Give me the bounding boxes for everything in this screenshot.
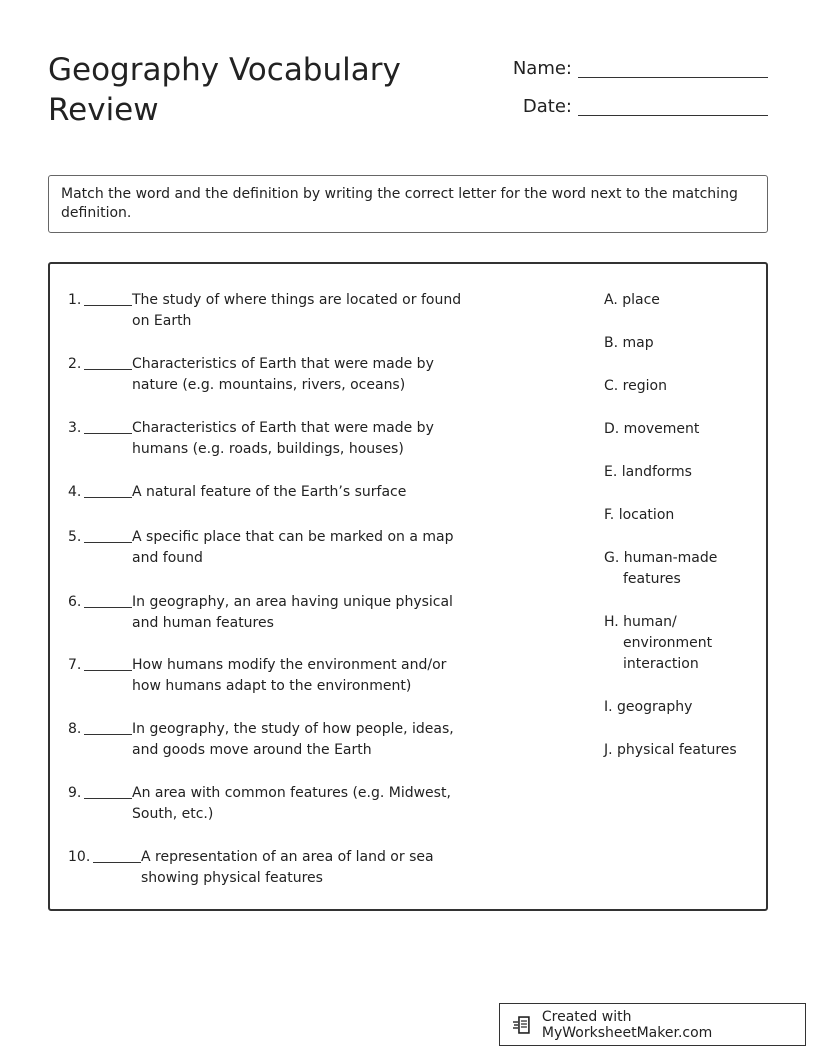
question-definition (132, 290, 462, 332)
question-definition (132, 783, 462, 825)
question-number: 1. (68, 292, 82, 308)
answer-option (604, 612, 754, 675)
question-definition (132, 527, 462, 569)
definition-line: Characteristics of Earth that were made by (132, 420, 434, 436)
name-line[interactable] (578, 57, 768, 78)
question-number: 6. (68, 594, 82, 610)
answer-option (604, 376, 754, 397)
instructions-box: Match the word and the definition by writing the correct letter for the word next to the matching definition. (48, 175, 768, 233)
question-number: 4. (68, 484, 82, 500)
title-line-2: Review (48, 92, 159, 128)
question-definition (132, 592, 462, 634)
question-definition (132, 655, 462, 697)
worksheet-title (48, 50, 468, 130)
question-number: 3. (68, 420, 82, 436)
answer-blank[interactable] (84, 670, 132, 671)
answer-line: interaction (623, 656, 699, 672)
name-label: Name: (512, 58, 572, 79)
answer-option (604, 548, 754, 590)
definition-line: A specific place that can be marked on a map (132, 529, 454, 545)
definition-line: In geography, the study of how people, ideas, (132, 721, 454, 737)
definition-line: on Earth (132, 313, 192, 329)
answer-blank[interactable] (84, 305, 132, 306)
question-number: 7. (68, 657, 82, 673)
name-field[interactable] (492, 50, 768, 80)
answer-blank[interactable] (93, 862, 141, 863)
answer-blank[interactable] (84, 542, 132, 543)
date-line[interactable] (578, 95, 768, 116)
answer-line: I. geography (604, 699, 693, 715)
answer-line: J. physical features (604, 742, 737, 758)
definition-line: The study of where things are located or found (132, 292, 462, 308)
answer-blank[interactable] (84, 369, 132, 370)
question-definition (132, 482, 462, 503)
definition-line: humans (e.g. roads, buildings, houses) (132, 441, 404, 457)
definition-line: How humans modify the environment and/or (132, 657, 447, 673)
worksheet-maker-logo-icon (512, 1014, 534, 1036)
definition-line: An area with common features (e.g. Midwest, (132, 785, 451, 801)
question-number: 10. (68, 849, 91, 865)
answer-line: E. landforms (604, 464, 692, 480)
question-definition (132, 418, 462, 460)
answer-line: F. location (604, 507, 675, 523)
date-field[interactable] (492, 88, 768, 118)
answer-option (604, 740, 754, 761)
question-definition (132, 719, 462, 761)
answer-blank[interactable] (84, 433, 132, 434)
question-number: 9. (68, 785, 82, 801)
answer-blank[interactable] (84, 734, 132, 735)
question-number: 2. (68, 356, 82, 372)
title-line-1: Geography Vocabulary (48, 52, 401, 88)
definition-line: and goods move around the Earth (132, 742, 372, 758)
question-definition (132, 354, 462, 396)
question-number: 8. (68, 721, 82, 737)
answer-line: D. movement (604, 421, 700, 437)
answer-option (604, 290, 754, 311)
definition-line: A natural feature of the Earth’s surface (132, 484, 407, 500)
definition-line: how humans adapt to the environment) (132, 678, 412, 694)
answer-line: environment (623, 635, 713, 651)
answer-line: features (623, 571, 681, 587)
answer-option (604, 697, 754, 718)
question-number: 5. (68, 529, 82, 545)
definition-line: In geography, an area having unique physical (132, 594, 453, 610)
answer-line: A. place (604, 292, 660, 308)
answer-option (604, 419, 754, 440)
answer-line: C. region (604, 378, 667, 394)
answer-option (604, 333, 754, 354)
answer-line: B. map (604, 335, 654, 351)
answer-blank[interactable] (84, 798, 132, 799)
answer-blank[interactable] (84, 607, 132, 608)
definition-line: showing physical features (141, 870, 323, 886)
matching-box (48, 262, 768, 911)
answer-line: H. human/ (604, 614, 677, 630)
answer-line: G. human-made (604, 550, 718, 566)
definition-line: and human features (132, 615, 274, 631)
answer-option (604, 462, 754, 483)
definition-line: Characteristics of Earth that were made by (132, 356, 434, 372)
definition-line: and found (132, 550, 203, 566)
question-definition (141, 847, 471, 889)
answer-option (604, 505, 754, 526)
definition-line: A representation of an area of land or sea (141, 849, 434, 865)
date-label: Date: (522, 96, 572, 117)
definition-line: South, etc.) (132, 806, 214, 822)
answer-blank[interactable] (84, 497, 132, 498)
footer-text: Created with MyWorksheetMaker.com (541, 1008, 713, 1041)
footer-credit (499, 1003, 806, 1046)
definition-line: nature (e.g. mountains, rivers, oceans) (132, 377, 406, 393)
